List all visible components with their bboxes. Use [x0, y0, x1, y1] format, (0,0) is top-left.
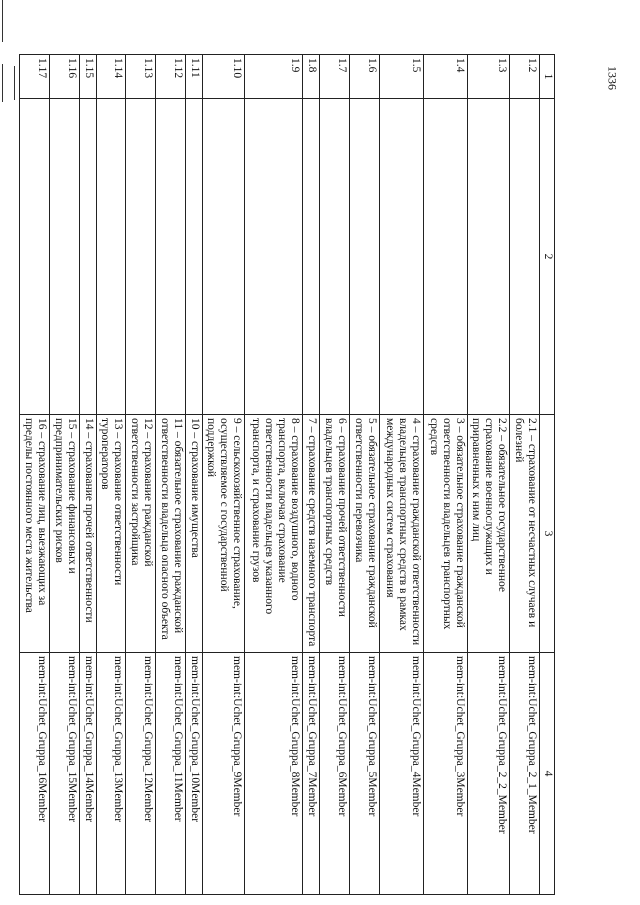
table-cell-col2 — [80, 99, 97, 415]
table-row — [97, 55, 126, 895]
table-cell-member: mem-int:Uchet_Gruppa_2_1_Member — [510, 653, 540, 895]
table-cell-desc: 8 – страхование воздушного, водного транспорта, включая страхование ответственности владельцев указанного транспорта, и страхование грузов — [245, 415, 303, 653]
table-cell-col2 — [424, 99, 468, 415]
table-cell-member: mem-int:Uchet_Gruppa_10Member — [186, 653, 203, 895]
table-row — [245, 55, 303, 895]
table-cell-desc: 12 – страхование гражданской ответственности застройщика — [126, 415, 156, 653]
table-cell-desc: 15 – страхование финансовых и предпринимательских рисков — [50, 415, 80, 653]
table-cell-col2 — [126, 99, 156, 415]
table-cell-desc: 7 – страхование средств наземного транспорта — [303, 415, 320, 653]
table-cell-col2 — [468, 99, 510, 415]
table-cell-num: 1.4 — [424, 55, 468, 99]
table-cell-col2 — [350, 99, 380, 415]
table-row — [468, 55, 510, 895]
table-cell-desc: 13 – страхование ответственности туроператоров — [97, 415, 126, 653]
table-cell-col2 — [380, 99, 424, 415]
table-row — [126, 55, 156, 895]
table-cell-member: mem-int:Uchet_Gruppa_9Member — [203, 653, 245, 895]
scan-mark — [2, 0, 3, 42]
header-cell: 1 — [540, 55, 555, 99]
table-cell-col2 — [320, 99, 350, 415]
table-cell-member: mem-int:Uchet_Gruppa_13Member — [97, 653, 126, 895]
table-row — [156, 55, 186, 895]
table-cell-desc: 4 – страхование гражданской ответственности владельцев транспортных средств в рамках международных систем страхования — [380, 415, 424, 653]
rotated-table-page — [23, 54, 555, 894]
table-cell-col2 — [50, 99, 80, 415]
table-cell-col2 — [20, 99, 50, 415]
table-cell-col2 — [203, 99, 245, 415]
table-cell-desc: 9 – сельскохозяйственное страхование, осуществляемое с государственной поддержкой — [203, 415, 245, 653]
table-row — [203, 55, 245, 895]
table-row — [186, 55, 203, 895]
table-row — [20, 55, 50, 895]
table-row — [380, 55, 424, 895]
header-cell: 2 — [540, 99, 555, 415]
table-cell-member: mem-int:Uchet_Gruppa_14Member — [80, 653, 97, 895]
table-cell-num: 1.5 — [380, 55, 424, 99]
table-cell-desc: 10 – страхование имущества — [186, 415, 203, 653]
table-cell-desc: 11 – обязательное страхование гражданской ответственности владельца опасного объекта — [156, 415, 186, 653]
table-cell-num: 1.12 — [156, 55, 186, 99]
table-cell-num: 1.14 — [97, 55, 126, 99]
table-row — [50, 55, 80, 895]
table-cell-num: 1.9 — [245, 55, 303, 99]
table-row — [80, 55, 97, 895]
table-cell-num: 1.7 — [320, 55, 350, 99]
table-cell-col2 — [510, 99, 540, 415]
header-cell: 4 — [540, 653, 555, 895]
header-cell: 3 — [540, 415, 555, 653]
table-cell-member: mem-int:Uchet_Gruppa_15Member — [50, 653, 80, 895]
table-cell-num: 1.6 — [350, 55, 380, 99]
table-row — [424, 55, 468, 895]
table-cell-num: 1.13 — [126, 55, 156, 99]
table-cell-col2 — [303, 99, 320, 415]
table-row — [510, 55, 540, 895]
table-cell-member: mem-int:Uchet_Gruppa_3Member — [424, 653, 468, 895]
table-cell-num: 1.16 — [50, 55, 80, 99]
table-cell-num: 1.15 — [80, 55, 97, 99]
table-cell-desc: 14 – страхование прочей ответственности — [80, 415, 97, 653]
table-cell-desc: 3 – обязательное страхование гражданской ответственности владельцев транспортных средств — [424, 415, 468, 653]
table-cell-desc: 2.1 – страхование от несчастных случаев и болезней — [510, 415, 540, 653]
table-cell-col2 — [97, 99, 126, 415]
table-cell-num: 1.8 — [303, 55, 320, 99]
table-cell-col2 — [156, 99, 186, 415]
table-cell-num: 1.3 — [468, 55, 510, 99]
table-cell-num: 1.10 — [203, 55, 245, 99]
table-cell-member: mem-int:Uchet_Gruppa_16Member — [20, 653, 50, 895]
table-row — [303, 55, 320, 895]
table-cell-member: mem-int:Uchet_Gruppa_7Member — [303, 653, 320, 895]
table-cell-member: mem-int:Uchet_Gruppa_4Member — [380, 653, 424, 895]
scan-mark — [14, 66, 15, 100]
table-row — [320, 55, 350, 895]
table-cell-member: mem-int:Uchet_Gruppa_8Member — [245, 653, 303, 895]
table-cell-num: 1.2 — [510, 55, 540, 99]
page-number: 1336 — [605, 66, 620, 90]
table-header-row — [540, 55, 555, 895]
table-cell-member: mem-int:Uchet_Gruppa_2_2_Member — [468, 653, 510, 895]
table-cell-num: 1.11 — [186, 55, 203, 99]
table-cell-member: mem-int:Uchet_Gruppa_12Member — [126, 653, 156, 895]
table-cell-desc: 2.2 – обязательное государственное страхование военнослужащих и приравненных к ним лиц — [468, 415, 510, 653]
scan-mark — [2, 64, 3, 102]
table-cell-desc: 16 – страхование лиц, выезжающих за пределы постоянного места жительства — [20, 415, 50, 653]
table-cell-desc: 6 – страхование прочей ответственности владельцев транспортных средств — [320, 415, 350, 653]
table-cell-num: 1.17 — [20, 55, 50, 99]
table-cell-desc: 5 – обязательное страхование гражданской ответственности перевозчика — [350, 415, 380, 653]
table-cell-member: mem-int:Uchet_Gruppa_11Member — [156, 653, 186, 895]
table-cell-col2 — [186, 99, 203, 415]
table-cell-member: mem-int:Uchet_Gruppa_5Member — [350, 653, 380, 895]
table-row — [350, 55, 380, 895]
table-cell-col2 — [245, 99, 303, 415]
table-cell-member: mem-int:Uchet_Gruppa_6Member — [320, 653, 350, 895]
member-table — [19, 54, 555, 895]
